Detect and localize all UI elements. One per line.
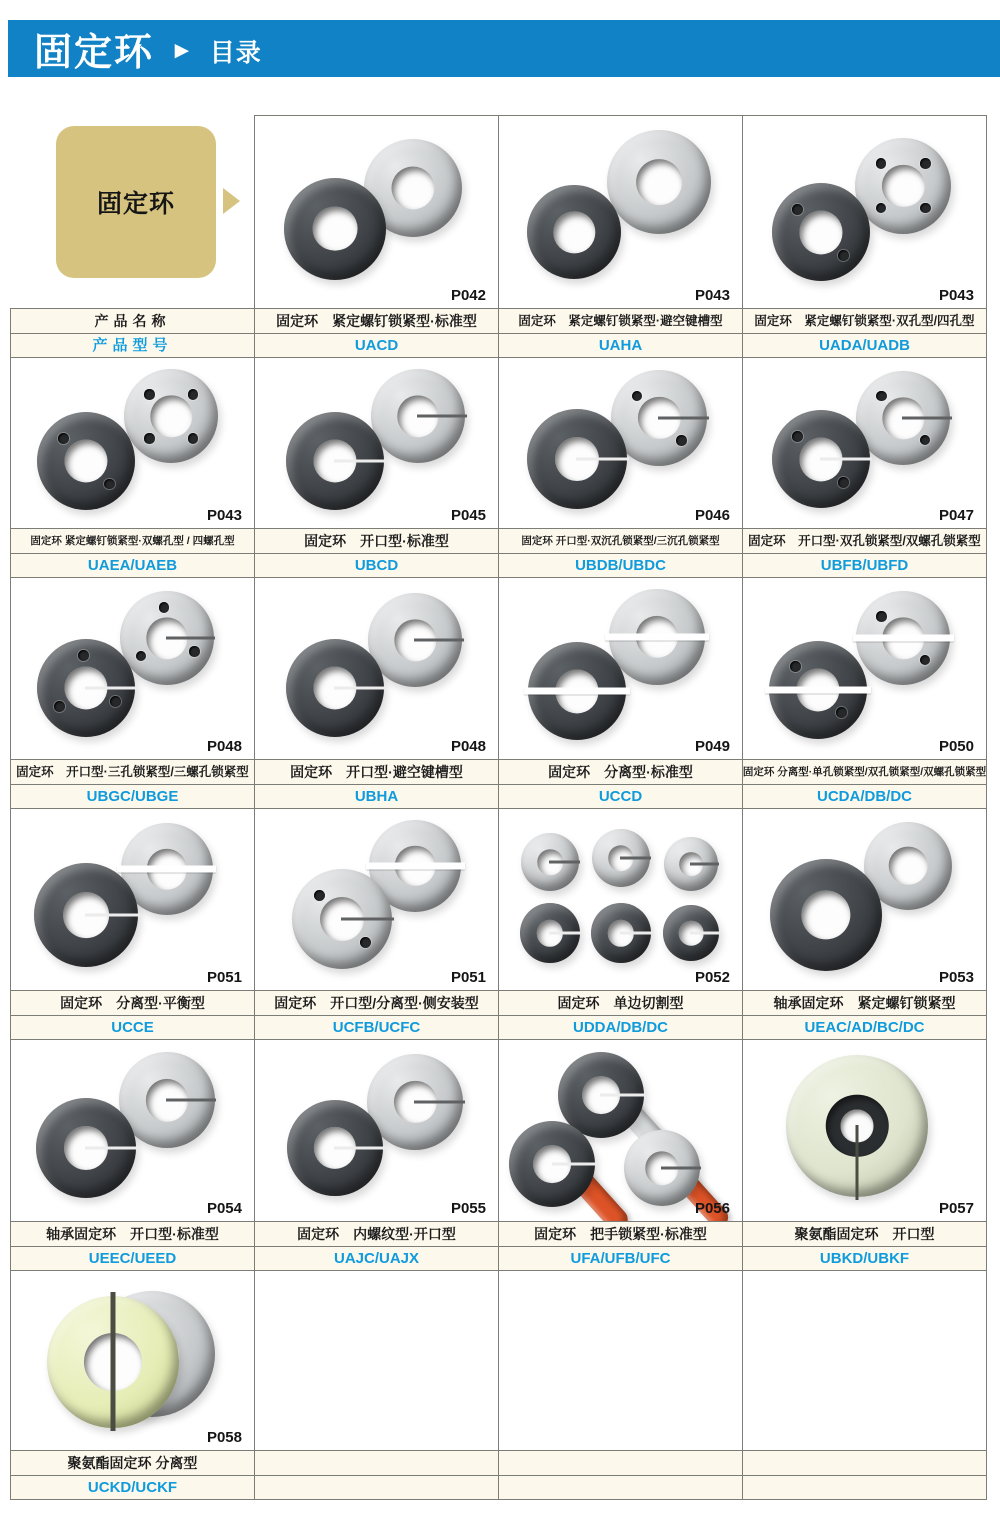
- collar-graphic: [287, 1100, 383, 1196]
- product-name: 固定环 开口型·双沉孔锁紧型/三沉孔锁紧型: [498, 528, 743, 554]
- page-number: P050: [938, 738, 974, 755]
- slit-graphic: [85, 1146, 138, 1149]
- slit-graphic: [166, 637, 216, 640]
- page-subtitle: 目录: [209, 38, 262, 67]
- category-arrow-icon: [223, 188, 240, 214]
- product-name: 轴承固定环 开口型·标准型: [10, 1221, 255, 1247]
- product-code: UAJC/UAJX: [254, 1246, 499, 1271]
- product-image-cell: [742, 1039, 987, 1222]
- screw-hole-graphic: [136, 651, 146, 661]
- product-image-cell: [254, 1039, 499, 1222]
- product-name: 轴承固定环 紧定螺钉锁紧型: [742, 990, 987, 1016]
- product-code: UEEC/UEED: [10, 1246, 255, 1271]
- collar-graphic: [371, 369, 465, 463]
- screw-hole-graphic: [920, 158, 931, 169]
- collar-graphic: [856, 591, 950, 685]
- screw-hole-graphic: [189, 646, 199, 656]
- split-gap-graphic: [853, 635, 955, 642]
- product-code: UBCD: [254, 553, 499, 578]
- page-number: P058: [206, 1429, 242, 1446]
- product-code: UCKD/UCKF: [10, 1475, 255, 1500]
- collar-graphic: [663, 905, 719, 961]
- product-name: [498, 1450, 743, 1476]
- screw-hole-graphic: [188, 433, 198, 443]
- screw-hole-graphic: [838, 250, 849, 261]
- collar-graphic: [786, 1055, 928, 1197]
- code-row: [10, 784, 988, 809]
- empty-cell: [742, 1270, 987, 1451]
- collar-graphic: [770, 859, 882, 971]
- slit-graphic: [414, 1101, 465, 1104]
- product-image-cell: [254, 357, 499, 529]
- collar-graphic: [292, 869, 392, 969]
- product-name: 固定环 开口型·双孔锁紧型/双螺孔锁紧型: [742, 528, 987, 554]
- product-code: UADA/UADB: [742, 333, 987, 358]
- split-gap-graphic: [765, 686, 871, 693]
- category-box: 固定环: [56, 126, 216, 278]
- collar-graphic: [367, 1054, 463, 1150]
- collar-graphic: [769, 641, 867, 739]
- collar-graphic: [368, 593, 462, 687]
- collar-graphic: [592, 829, 650, 887]
- collar-graphic: [591, 903, 651, 963]
- screw-hole-graphic: [676, 435, 687, 446]
- product-image-cell: [498, 115, 743, 309]
- page-number: P054: [206, 1200, 242, 1217]
- name-row: [10, 1221, 988, 1247]
- slit-graphic: [820, 458, 872, 461]
- collar-graphic: [120, 591, 214, 685]
- product-name: 固定环 分离型·标准型: [498, 759, 743, 785]
- product-image-cell: [10, 1039, 255, 1222]
- product-name: 固定环 把手锁紧型·标准型: [498, 1221, 743, 1247]
- split-gap-graphic: [366, 862, 465, 869]
- bore-hole-graphic: [637, 159, 683, 205]
- product-code: UCCE: [10, 1015, 255, 1040]
- product-code: UCFB/UCFC: [254, 1015, 499, 1040]
- product-code: UFA/UFB/UFC: [498, 1246, 743, 1271]
- product-name: 固定环 内螺纹型·开口型: [254, 1221, 499, 1247]
- screw-hole-graphic: [836, 707, 847, 718]
- collar-graphic: [528, 642, 626, 740]
- product-name: [742, 1450, 987, 1476]
- bore-hole-graphic: [554, 212, 595, 253]
- slit-graphic: [341, 917, 394, 920]
- product-image-cell: [498, 1039, 743, 1222]
- product-name: 固定环 紧定螺钉锁紧型·避空键槽型: [498, 308, 743, 334]
- product-code: UAEA/UAEB: [10, 553, 255, 578]
- screw-hole-graphic: [792, 204, 803, 215]
- page-number: P047: [938, 507, 974, 524]
- product-image-cell: [742, 357, 987, 529]
- product-name: 固定环 分离型·平衡型: [10, 990, 255, 1016]
- code-row: [10, 553, 988, 578]
- product-name: 聚氨酯固定环 开口型: [742, 1221, 987, 1247]
- name-row: [10, 528, 988, 554]
- screw-hole-graphic: [632, 391, 643, 402]
- product-code: UBHA: [254, 784, 499, 809]
- image-row: [10, 357, 988, 529]
- slit-graphic: [600, 1093, 646, 1096]
- split-gap-graphic: [524, 688, 630, 695]
- slit-graphic: [658, 417, 709, 420]
- collar-graphic: [609, 589, 705, 685]
- product-name: 固定环 开口型·三孔锁紧型/三螺孔锁紧型: [10, 759, 255, 785]
- page-number: P051: [450, 969, 486, 986]
- screw-hole-graphic: [920, 203, 931, 214]
- collar-graphic: [772, 183, 870, 281]
- product-image-cell: [254, 115, 499, 309]
- screw-hole-graphic: [876, 203, 887, 214]
- product-code: UDDA/DB/DC: [498, 1015, 743, 1040]
- collar-graphic: [284, 178, 386, 280]
- product-image-cell: [10, 577, 255, 760]
- slit-graphic: [661, 1167, 701, 1170]
- page-number: P048: [206, 738, 242, 755]
- page-title: 固定环: [34, 32, 155, 74]
- product-image-cell: [742, 577, 987, 760]
- product-image-cell: [10, 1270, 255, 1451]
- page-number: P043: [694, 287, 730, 304]
- bore-hole-graphic: [313, 206, 358, 251]
- image-row: [10, 1039, 988, 1222]
- product-name: [254, 1450, 499, 1476]
- collar-graphic: [286, 412, 384, 510]
- collar-graphic: [527, 185, 621, 279]
- screw-hole-graphic: [920, 435, 930, 445]
- collar-graphic: [37, 412, 135, 510]
- screw-hole-graphic: [792, 431, 803, 442]
- collar-graphic: [624, 1130, 700, 1206]
- code-row: [10, 1246, 988, 1271]
- slit-graphic: [417, 415, 467, 418]
- screw-hole-graphic: [104, 479, 115, 490]
- product-image-cell: [498, 577, 743, 760]
- collar-graphic: [607, 130, 711, 234]
- screw-hole-graphic: [790, 661, 801, 672]
- bore-hole-graphic: [799, 211, 842, 254]
- product-code: UAHA: [498, 333, 743, 358]
- page-number: P053: [938, 969, 974, 986]
- slit-graphic: [902, 417, 952, 420]
- code-row: [10, 1475, 988, 1500]
- split-gap-graphic: [117, 866, 216, 873]
- slit-graphic: [549, 932, 581, 935]
- bore-hole-graphic: [801, 890, 850, 939]
- slit-graphic: [85, 914, 140, 917]
- page-number: P057: [938, 1200, 974, 1217]
- page-number: P043: [938, 287, 974, 304]
- page-number: P051: [206, 969, 242, 986]
- slit-graphic: [552, 1163, 598, 1166]
- product-name: 固定环 单边切割型: [498, 990, 743, 1016]
- collar-graphic: [36, 1098, 136, 1198]
- slit-graphic: [334, 686, 386, 689]
- product-name: 固定环 紧定螺钉锁紧型·双螺孔型 / 四螺孔型: [10, 528, 255, 554]
- screw-hole-graphic: [314, 890, 325, 901]
- bore-hole-graphic: [65, 440, 108, 483]
- collar-graphic: [521, 833, 579, 891]
- slit-graphic: [166, 1099, 217, 1102]
- slit-graphic: [111, 1292, 116, 1432]
- product-name: 固定环 分离型·单孔锁紧型/双孔锁紧型/双螺孔锁紧型: [742, 759, 987, 785]
- collar-graphic: [772, 410, 870, 508]
- screw-hole-graphic: [110, 696, 121, 707]
- name-row: [10, 1450, 988, 1476]
- product-code: UCCD: [498, 784, 743, 809]
- collar-graphic: [34, 863, 138, 967]
- name-row: [10, 308, 988, 334]
- page-number: P048: [450, 738, 486, 755]
- page-number: P056: [694, 1200, 730, 1217]
- product-name: 固定环 紧定螺钉锁紧型·双孔型/四孔型: [742, 308, 987, 334]
- product-image-cell: [742, 808, 987, 991]
- collar-graphic: [47, 1296, 179, 1428]
- product-grid: [10, 115, 988, 1500]
- arrow-icon: ►: [170, 36, 194, 64]
- bore-hole-graphic: [391, 166, 434, 209]
- product-code: UBFB/UBFD: [742, 553, 987, 578]
- page-number: P049: [694, 738, 730, 755]
- screw-hole-graphic: [78, 650, 89, 661]
- collar-graphic: [855, 138, 951, 234]
- image-row: [10, 808, 988, 991]
- product-code: UCDA/DB/DC: [742, 784, 987, 809]
- slit-graphic: [620, 857, 651, 860]
- screw-hole-graphic: [188, 389, 198, 399]
- collar-graphic: [527, 409, 627, 509]
- slit-graphic: [414, 639, 464, 642]
- product-name: 固定环 开口型·标准型: [254, 528, 499, 554]
- screw-hole-graphic: [360, 937, 371, 948]
- slit-graphic: [85, 686, 137, 689]
- slit-graphic: [620, 932, 652, 935]
- page-number: P046: [694, 507, 730, 524]
- slit-graphic: [690, 862, 719, 865]
- screw-hole-graphic: [838, 477, 849, 488]
- image-row: [10, 1270, 988, 1451]
- product-image-cell: [254, 808, 499, 991]
- empty-cell: [254, 1270, 499, 1451]
- product-code: [498, 1475, 743, 1500]
- screw-hole-graphic: [58, 433, 69, 444]
- slit-graphic: [690, 932, 720, 935]
- page-number: P043: [206, 507, 242, 524]
- bore-hole-graphic: [882, 165, 924, 207]
- split-gap-graphic: [605, 633, 709, 640]
- product-name: 固定环 开口型/分离型·侧安装型: [254, 990, 499, 1016]
- slit-graphic: [576, 458, 629, 461]
- screw-hole-graphic: [144, 389, 154, 399]
- collar-graphic: [664, 837, 718, 891]
- product-image-cell: [498, 357, 743, 529]
- product-image-cell: [10, 808, 255, 991]
- product-image-cell: [10, 357, 255, 529]
- product-name: 固定环 紧定螺钉锁紧型·标准型: [254, 308, 499, 334]
- collar-graphic: [37, 639, 135, 737]
- code-row: [10, 333, 988, 358]
- screw-hole-graphic: [54, 701, 65, 712]
- screw-hole-graphic: [876, 391, 886, 401]
- product-code: UBKD/UBKF: [742, 1246, 987, 1271]
- collar-graphic: [124, 369, 218, 463]
- collar-graphic: [286, 639, 384, 737]
- page-number: P042: [450, 287, 486, 304]
- empty-cell: [498, 1270, 743, 1451]
- image-row: [10, 115, 988, 309]
- slit-graphic: [856, 1125, 859, 1200]
- image-row: [10, 577, 988, 760]
- product-name: 聚氨酯固定环 分离型: [10, 1450, 255, 1476]
- collar-graphic: [856, 371, 950, 465]
- name-row: [10, 759, 988, 785]
- product-code: UEAC/AD/BC/DC: [742, 1015, 987, 1040]
- name-row: [10, 990, 988, 1016]
- screw-hole-graphic: [144, 433, 154, 443]
- product-code: UBGC/UBGE: [10, 784, 255, 809]
- screw-hole-graphic: [159, 602, 169, 612]
- product-code: [742, 1475, 987, 1500]
- slit-graphic: [334, 1146, 385, 1149]
- screw-hole-graphic: [876, 158, 887, 169]
- collar-graphic: [520, 903, 580, 963]
- slit-graphic: [549, 861, 580, 864]
- page-number: P045: [450, 507, 486, 524]
- bore-hole-graphic: [889, 846, 928, 885]
- slit-graphic: [334, 460, 386, 463]
- product-name: 固定环 开口型·避空键槽型: [254, 759, 499, 785]
- page-header-banner: [8, 20, 1000, 77]
- page-number: P055: [450, 1200, 486, 1217]
- name-column-header: 产品名称: [10, 308, 255, 334]
- code-row: [10, 1015, 988, 1040]
- page-number: P052: [694, 969, 730, 986]
- category-cell: [10, 115, 255, 309]
- bore-hole-graphic: [151, 396, 192, 437]
- screw-hole-graphic: [876, 611, 886, 621]
- code-column-header: 产品型号: [10, 333, 255, 358]
- product-code: UBDB/UBDC: [498, 553, 743, 578]
- product-image-cell: [742, 115, 987, 309]
- product-code: [254, 1475, 499, 1500]
- screw-hole-graphic: [920, 655, 930, 665]
- product-code: UACD: [254, 333, 499, 358]
- product-image-cell: [254, 577, 499, 760]
- product-image-cell: [498, 808, 743, 991]
